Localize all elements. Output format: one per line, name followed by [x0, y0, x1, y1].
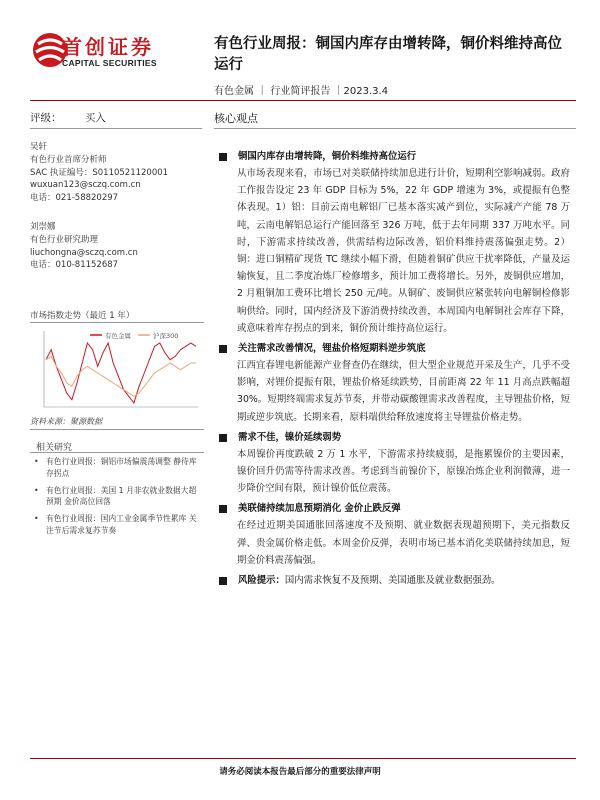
square-bullet-icon	[219, 153, 227, 161]
section-body: 江西宜春锂电新能源产业督查仍在继续，但大型企业规范开采及生产，几乎不受影响，对锂价提振有限，锂盐价格延续跌势，目前距离 22 年 11 月高点跌幅超 30%。短期终端需求复苏节奏，并带动碳酸锂需求改善程度，主导锂盐价格，短期或逆步筑底。长期来看，原料端供给释放速度将主导锂盐价格走势。	[237, 360, 570, 423]
analyst-name: 吴轩	[30, 142, 48, 152]
section-heading	[218, 502, 570, 516]
risk-heading-text: 风险提示：	[238, 575, 285, 587]
analyst-card	[30, 221, 205, 272]
related-divider	[30, 452, 204, 453]
section-heading	[218, 431, 570, 445]
related-report-link[interactable]: • 有色行业周报：铜铝市场偏震荡调整 静待库存拐点	[32, 456, 204, 480]
rating-value: 买入	[84, 112, 106, 124]
risk-body-text: 国内需求恢复不及预期、美国通胀及就业数据强劲。	[284, 575, 501, 587]
section-heading-text: 关注需求改善情况，锂盐价格短期料逆步筑底	[238, 343, 426, 355]
section-heading-text: 美联储持续加息预期消化 金价止跌反弹	[238, 503, 401, 515]
series-line-hs300	[46, 356, 196, 396]
footer-divider	[30, 758, 576, 759]
analyst-phone: 电话：021-58820297	[30, 193, 119, 204]
analyst-role: 有色行业研究助理	[30, 234, 99, 245]
analyst-phone: 电话：010-81152687	[30, 260, 119, 271]
report-subtitle: 有色金属 ｜ 行业简评报告 ｜2023.3.4	[214, 86, 389, 97]
risk-warning	[218, 574, 570, 588]
core-views-body	[218, 150, 570, 589]
section-heading	[218, 150, 570, 164]
analyst-name: 刘崇娜	[30, 222, 56, 232]
section-body: 本周镍价再度跌破 2 万 1 水平，下游需求持续疲弱，是拖累镍价的主要因素，镍价回升仍需等待需求改善。考虑到当前镍价下，原镍冶炼企业利润微薄，进一步降价空间有限，预计镍价低位震荡。	[237, 448, 570, 495]
chart-divider	[30, 322, 204, 323]
legend-label-hs300: 沪深300	[153, 332, 179, 340]
source-divider	[30, 429, 204, 430]
square-bullet-icon	[219, 505, 227, 513]
left-divider	[30, 128, 202, 129]
section-heading-text: 铜国内库存由增转降，铜价料维持高位运行	[238, 151, 417, 162]
analyst-email[interactable]: wuxuan123@sczq.com.cn	[30, 180, 141, 191]
rating-label: 评级：	[30, 112, 62, 124]
related-report-link[interactable]: • 有色行业周报：美国 1 月非农就业数据大超预期 金价高位回落	[32, 485, 204, 509]
rating-row	[30, 110, 126, 125]
chart-source: 资料来源：聚源数据	[30, 417, 102, 426]
report-title: 有色行业周报：铜国内库存由增转降，铜价料维持高位运行	[214, 36, 562, 73]
core-views-title: 核心观点	[214, 112, 258, 125]
analyst-cert: SAC 执证编号：S0110521120001	[30, 167, 169, 178]
chart-legend	[90, 331, 178, 340]
right-divider	[214, 128, 576, 129]
header-divider	[30, 100, 576, 101]
section-heading	[218, 342, 570, 356]
logo-company-english: CAPITAL SECURITIES	[62, 58, 157, 68]
analyst-email[interactable]: liuchongna@sczq.com.cn	[30, 247, 138, 258]
legend-label-nonferrous: 有色金属	[105, 332, 131, 340]
related-research-title: 相关研究	[36, 443, 73, 453]
section-body: 在经过近期美国通胀回落速度不及预期、就业数据表现超预期下，美元指数反弹、贵金属价格走低。本周金价反弹，表明市场已基本消化美联储持续加息，短期金价料震荡偏强。	[237, 520, 570, 566]
analyst-card	[30, 141, 205, 205]
series-line-nonferrous	[46, 343, 196, 403]
legal-notice-footer: 请务必阅读本报告最后部分的重要法律声明	[219, 767, 381, 777]
chart-title: 市场指数走势（最近 1 年）	[30, 311, 135, 321]
analyst-role: 有色行业首席分析师	[30, 154, 107, 165]
chart-series-group	[46, 343, 196, 403]
square-bullet-icon	[219, 577, 227, 585]
related-report-link[interactable]: • 有色行业周报：国内工业金属季节性累库 关注节后需求复苏节奏	[32, 513, 204, 537]
logo-company-name: 首创证券	[62, 35, 154, 59]
square-bullet-icon	[219, 345, 227, 353]
market-index-chart	[30, 325, 204, 415]
square-bullet-icon	[219, 434, 227, 442]
related-research-list	[32, 456, 204, 542]
section-heading-text: 需求不佳，镍价延续弱势	[238, 431, 342, 443]
section-body: 从市场表现来看，市场已对美联储持续加息进行计价，短期利空影响减弱。政府工作报告设定 23 年 GDP 目标为 5%，22 年 GDP 增速为 3%，或提振有色整体表现。1）铝：目前云南电解铝厂已基本落实减产到位，实际减产产能 78 万吨，云南电解铝总运行产能回落至 326 万吨，低于去年同期 337 万吨水平。同时，下游需求持续改善，供需结构边际改善，铝价料维持震荡偏强走势。2）铜：进口铜精矿现货 TC 继续小幅下滑，但随着铜矿供应干扰率降低，产量及运输恢复，且二季度冶炼厂检修增多，预计加工费将增长。另外，废铜供应增加，2 月粗铜加工费环比增长 250 元/吨。从铜矿、废铜供应紧张转向电解铜检修影响供给。同时，国内经济及下游消费持续改善，本周国内电解铜社会库存下降，或意味着库存拐点的到来，铜价预计维持高位运行。	[237, 168, 570, 334]
